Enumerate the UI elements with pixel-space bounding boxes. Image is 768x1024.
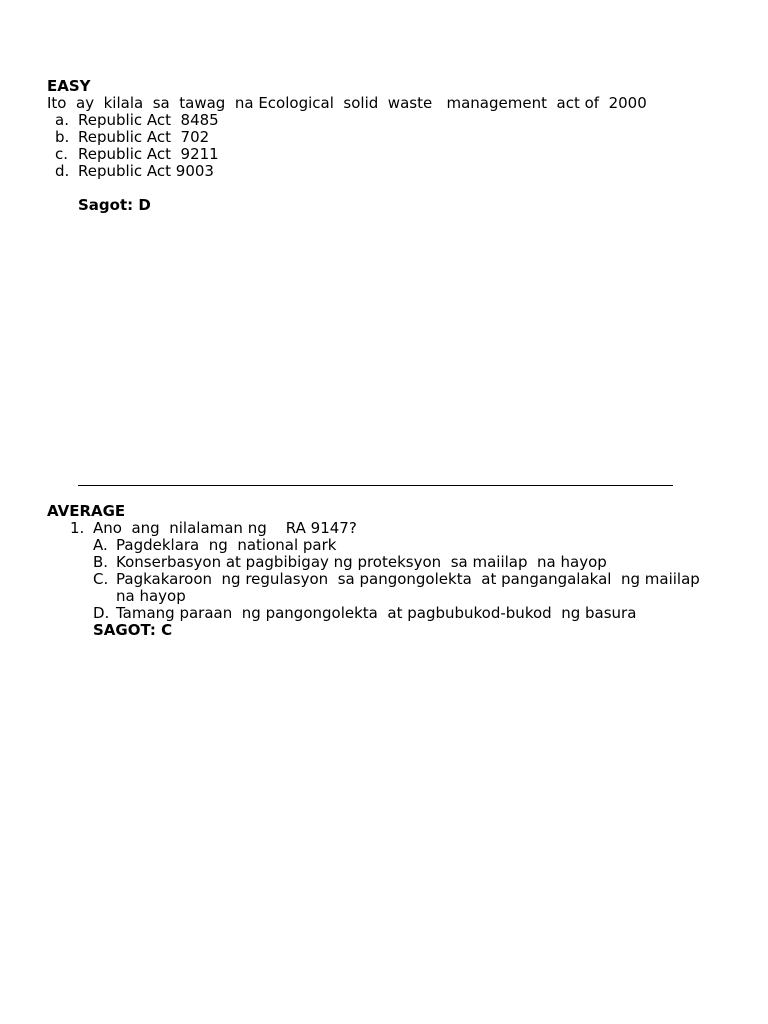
option-letter: b. <box>55 128 70 146</box>
section-divider <box>78 485 673 486</box>
option-letter: a. <box>55 111 69 129</box>
question-text: Ano ang nilalaman ng RA 9147? <box>93 519 357 537</box>
option-text-continued: na hayop <box>116 587 186 605</box>
option-text: Pagdeklara ng national park <box>116 536 337 554</box>
option-letter: B. <box>93 553 109 571</box>
option-text: Konserbasyon at pagbibigay ng proteksyon sa maiilap na hayop <box>116 553 607 571</box>
average-answer: SAGOT: C <box>93 621 173 639</box>
option-letter: A. <box>93 536 108 554</box>
question-number: 1. <box>70 519 85 537</box>
option-letter: C. <box>93 570 109 588</box>
option-text: Republic Act 9211 <box>78 145 219 163</box>
easy-heading: EASY <box>47 77 91 95</box>
average-heading: AVERAGE <box>47 502 126 520</box>
option-text: Republic Act 702 <box>78 128 210 146</box>
option-letter: D. <box>93 604 110 622</box>
option-text: Pagkakaroon ng regulasyon sa pangongolekta at pangangalakal ng maiilap <box>116 570 700 588</box>
easy-question: Ito ay kilala sa tawag na Ecological solid waste management act of 2000 <box>47 94 647 112</box>
option-text: Republic Act 8485 <box>78 111 219 129</box>
option-letter: c. <box>55 145 69 163</box>
option-text: Tamang paraan ng pangongolekta at pagbubukod-bukod ng basura <box>116 604 637 622</box>
option-letter: d. <box>55 162 70 180</box>
option-text: Republic Act 9003 <box>78 162 214 180</box>
easy-answer: Sagot: D <box>78 196 151 214</box>
